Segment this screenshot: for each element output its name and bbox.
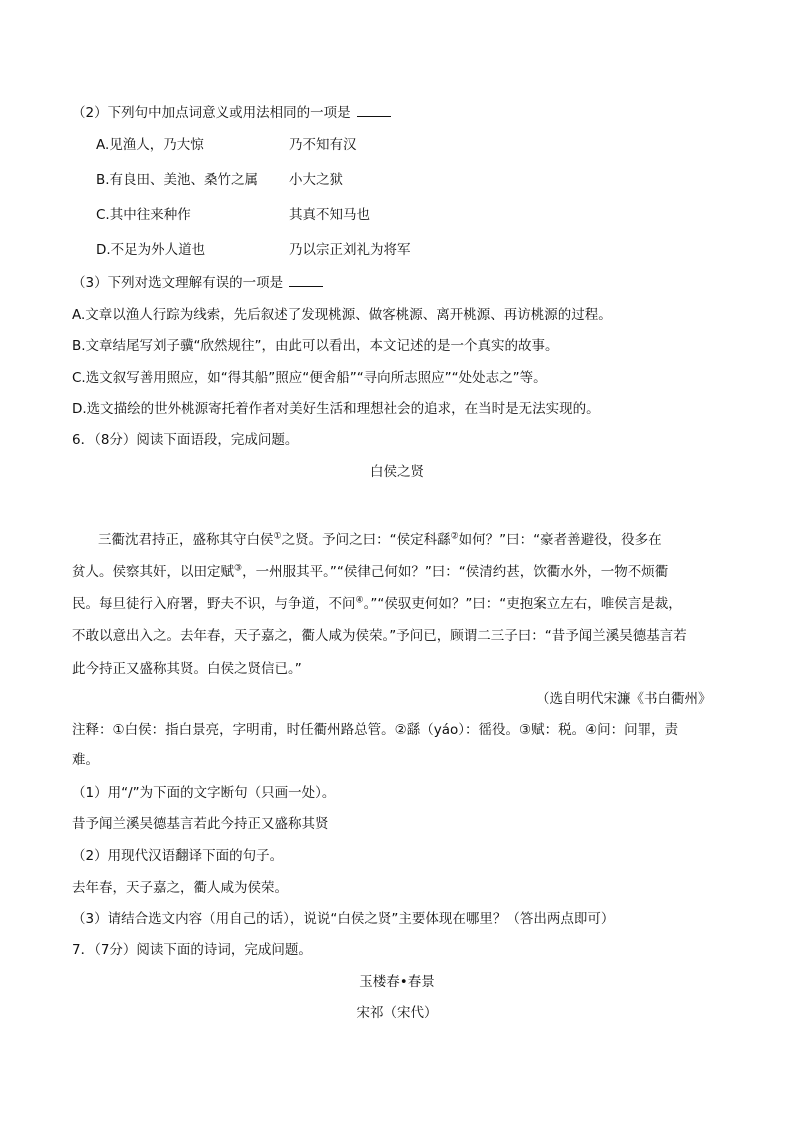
notes-line-2: 难。 [72,752,99,768]
text: 。”“侯驭吏何如？”曰：“吏抱案立左右，唯侯言是裁， [363,596,682,612]
option-c: C.选文叙写善用照应，如“得其船”照应“便舍船”“寻向所志照应”“处处志之”等。 [72,370,547,386]
option-c-left: C.其中往来种作 [96,207,191,223]
option-a-left: A.见渔人，乃大惊 [96,137,204,153]
option-d-left: D.不足为外人道也 [96,242,206,258]
sub-question-1: （1）用“/”为下面的文字断句（只画一处）。 [72,785,336,801]
answer-blank[interactable] [289,274,323,287]
text: 贫人。侯察其奸，以田定赋 [72,564,234,580]
sub-question-3: （3）请结合选文内容（用自己的话），说说“白侯之贤”主要体现在哪里？（答出两点即可） [72,911,615,927]
passage-source: （选自明代宋濂《书白衢州》 [536,691,712,707]
passage-line-1 [98,530,662,550]
answer-blank[interactable] [357,104,391,117]
footnote-mark: ③ [234,563,243,574]
option-a-right: 乃不知有汉 [289,137,357,153]
passage-line-3 [72,594,682,614]
option-d: D.选文描绘的世外桃源寄托着作者对美好生活和理想社会的追求，在当时是无法实现的。 [72,401,600,417]
poem-author: 宋祁（宋代） [356,1005,438,1021]
passage-line-4 [72,626,687,646]
footnote-mark: ④ [355,595,364,606]
footnote-mark: ② [450,531,459,542]
question-6-heading: 6．（8分）阅读下面语段，完成问题。 [72,432,299,448]
sub-question-1-text: 昔予闻兰溪吴德基言若此今持正又盛称其贤 [72,816,329,832]
passage-title: 白侯之贤 [370,464,424,480]
poem-title: 玉楼春•春景 [359,974,435,990]
option-b-right: 小大之狱 [289,172,343,188]
option-c-right: 其真不知马也 [289,207,370,223]
text: 民。每旦徒行入府署，野夫不识，与争道，不问 [72,596,356,612]
option-b: B.文章结尾写刘子骥“欣然规往”，由此可以看出，本文记述的是一个真实的故事。 [72,338,559,354]
question-7-heading: 7．（7分）阅读下面的诗词，完成问题。 [72,942,312,958]
text: 如何？”曰：“豪者善避役，役多在 [458,532,662,548]
question-5-3-stem [72,273,323,293]
passage-line-2 [72,562,668,582]
notes-line-1: 注释：①白侯：指白景亮，字明甫，时任衢州路总管。②繇（yáo）：徭役。③赋：税。④问：问罪，责 [72,722,679,738]
question-5-2-stem [72,103,391,123]
passage-line-5 [72,659,302,679]
text: 之贤。予问之曰：“侯定科繇 [281,532,451,548]
text: 不敢以意出入之。去年春，天子嘉之，衢人咸为侯荣。”予问已，顾谓二三子曰：“昔予闻兰溪吴德基言若 [72,628,687,644]
option-d-right: 乃以宗正刘礼为将军 [289,242,411,258]
text: 此今持正又盛称其贤。白侯之贤信已。” [72,661,302,677]
sub-question-2-text: 去年春，天子嘉之，衢人咸为侯荣。 [72,880,288,896]
stem-text: （3）下列对选文理解有误的一项是 [72,275,284,291]
text: 三衢沈君持正，盛称其守白侯 [98,532,274,548]
option-b-left: B.有良田、美池、桑竹之属 [96,172,259,188]
stem-text: （2）下列句中加点词意义或用法相同的一项是 [72,105,351,121]
text: ，一州服其平。”“侯律己何如？”曰：“侯清约甚，饮衢水外，一物不烦衢 [242,564,669,580]
footnote-mark: ① [273,531,282,542]
sub-question-2: （2）用现代汉语翻译下面的句子。 [72,848,284,864]
option-a: A.文章以渔人行踪为线索，先后叙述了发现桃源、做客桃源、离开桃源、再访桃源的过程。 [72,307,612,323]
